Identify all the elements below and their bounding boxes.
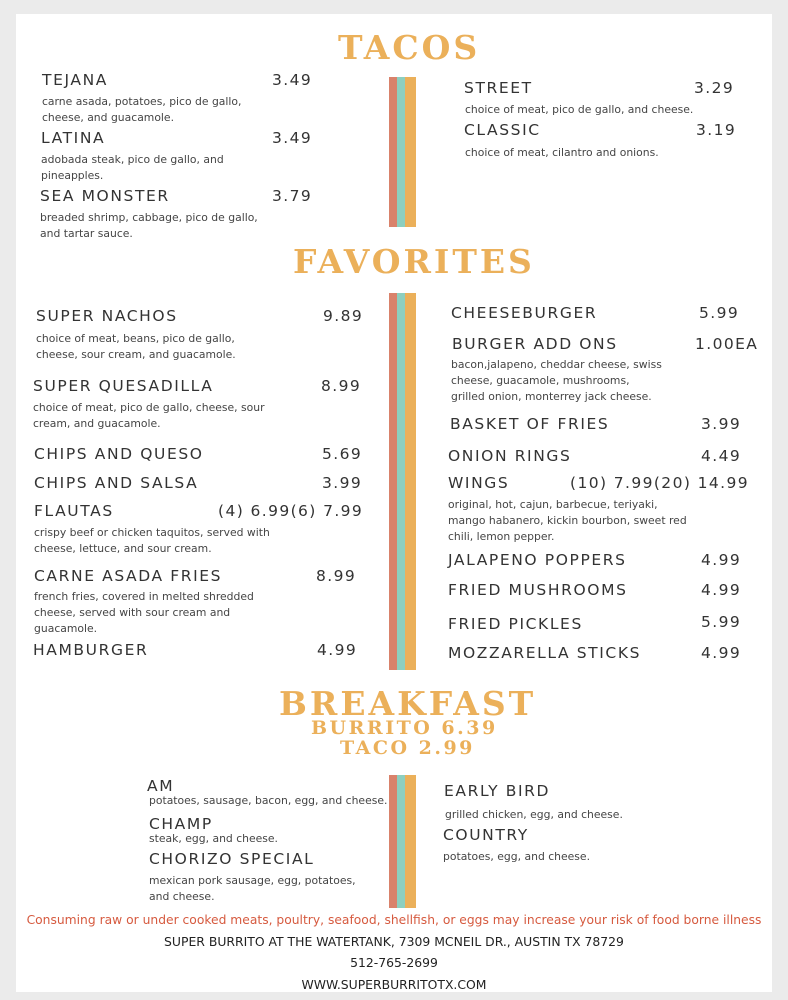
menu-item-price: 3.49 bbox=[272, 71, 313, 89]
menu-item-desc: choice of meat, cilantro and onions. bbox=[465, 146, 659, 159]
menu-item-desc: original, hot, cajun, barbecue, teriyaki, mango habanero, kickin bourbon, sweet red chili, lemon pepper. bbox=[448, 498, 687, 543]
menu-item-name: CHORIZO SPECIAL bbox=[149, 850, 315, 868]
menu-item-price: (4) 6.99(6) 7.99 bbox=[218, 502, 364, 520]
menu-item-name: WINGS bbox=[448, 474, 510, 492]
menu-item-name: SUPER QUESADILLA bbox=[33, 377, 214, 395]
tacos-heading: TACOS bbox=[338, 28, 481, 67]
menu-item-price: 1.00EA bbox=[695, 335, 759, 353]
menu-item-desc: french fries, covered in melted shredded cheese, served with sour cream and guacamole. bbox=[34, 590, 254, 635]
menu-item-desc: adobada steak, pico de gallo, and pineapples. bbox=[41, 153, 224, 182]
menu-item-name: HAMBURGER bbox=[33, 641, 149, 659]
menu-item-price: 3.29 bbox=[694, 79, 735, 97]
menu-item-name: BASKET OF FRIES bbox=[450, 415, 610, 433]
menu-item-price: 5.99 bbox=[701, 613, 742, 631]
menu-item-name: CHAMP bbox=[149, 815, 213, 833]
menu-item-name: JALAPENO POPPERS bbox=[448, 551, 627, 569]
divider-stripes bbox=[389, 775, 416, 908]
menu-item-name: CARNE ASADA FRIES bbox=[34, 567, 223, 585]
menu-item-desc: bacon,jalapeno, cheddar cheese, swiss cheese, guacamole, mushrooms, grilled onion, monterrey jack cheese. bbox=[451, 358, 662, 403]
menu-item-price: 3.49 bbox=[272, 129, 313, 147]
phone-number[interactable]: 512-765-2699 bbox=[350, 955, 438, 970]
menu-item-desc: mexican pork sausage, egg, potatoes, and cheese. bbox=[149, 874, 356, 903]
menu-item-price: 5.99 bbox=[699, 304, 740, 322]
menu-item-price: 4.99 bbox=[317, 641, 358, 659]
menu-item-name: MOZZARELLA STICKS bbox=[448, 644, 642, 662]
menu-item-price: 3.99 bbox=[322, 474, 363, 492]
burrito-price-heading: BURRITO 6.39 bbox=[311, 717, 498, 739]
menu-item-price: 3.99 bbox=[701, 415, 742, 433]
menu-item-name: FRIED MUSHROOMS bbox=[448, 581, 628, 599]
menu-item-name: CHIPS AND SALSA bbox=[34, 474, 199, 492]
taco-price-heading: TACO 2.99 bbox=[340, 737, 475, 759]
website-link[interactable]: WWW.SUPERBURRITOTX.COM bbox=[301, 977, 487, 992]
menu-item-price: 8.99 bbox=[316, 567, 357, 585]
menu-item-desc: breaded shrimp, cabbage, pico de gallo, and tartar sauce. bbox=[40, 211, 258, 240]
menu-item-name: FLAUTAS bbox=[34, 502, 114, 520]
menu-item-name: SEA MONSTER bbox=[40, 187, 170, 205]
menu-item-price: 5.69 bbox=[322, 445, 363, 463]
menu-item-price: 4.99 bbox=[701, 551, 742, 569]
menu-item-name: CHIPS AND QUESO bbox=[34, 445, 204, 463]
divider-stripes bbox=[389, 293, 416, 670]
menu-item-desc: potatoes, egg, and cheese. bbox=[443, 850, 591, 863]
menu-item-name: CLASSIC bbox=[464, 121, 541, 139]
menu-item-desc: potatoes, sausage, bacon, egg, and cheese. bbox=[149, 794, 388, 807]
menu-item-desc: steak, egg, and cheese. bbox=[149, 832, 278, 845]
menu-item-desc: choice of meat, beans, pico de gallo, cheese, sour cream, and guacamole. bbox=[36, 332, 236, 361]
menu-item-desc: choice of meat, pico de gallo, cheese, sour cream, and guacamole. bbox=[33, 401, 265, 430]
menu-item-name: LATINA bbox=[41, 129, 106, 147]
menu-item-desc: choice of meat, pico de gallo, and cheese. bbox=[465, 103, 694, 116]
menu-item-name: AM bbox=[147, 777, 175, 795]
menu-item-name: STREET bbox=[464, 79, 533, 97]
menu-item-name: SUPER NACHOS bbox=[36, 307, 178, 325]
menu-item-price: (10) 7.99(20) 14.99 bbox=[570, 474, 749, 492]
breakfast-heading: BREAKFAST bbox=[279, 684, 537, 723]
menu-item-name: BURGER ADD ONS bbox=[452, 335, 618, 353]
favorites-heading: FAVORITES bbox=[293, 242, 535, 281]
menu-item-price: 4.99 bbox=[701, 581, 742, 599]
menu-item-name: EARLY BIRD bbox=[444, 782, 551, 800]
menu-item-name: ONION RINGS bbox=[448, 447, 572, 465]
menu-item-price: 9.89 bbox=[323, 307, 364, 325]
menu-item-price: 4.99 bbox=[701, 644, 742, 662]
menu-item-name: FRIED PICKLES bbox=[448, 615, 583, 633]
menu-item-price: 4.49 bbox=[701, 447, 742, 465]
menu-item-desc: carne asada, potatoes, pico de gallo, cheese, and guacamole. bbox=[42, 95, 242, 124]
menu-item-name: COUNTRY bbox=[443, 826, 529, 844]
menu-item-name: TEJANA bbox=[42, 71, 108, 89]
menu-item-price: 8.99 bbox=[321, 377, 362, 395]
menu-item-desc: grilled chicken, egg, and cheese. bbox=[445, 808, 623, 821]
divider-stripes bbox=[389, 77, 416, 227]
menu-item-price: 3.19 bbox=[696, 121, 737, 139]
health-warning: Consuming raw or under cooked meats, poultry, seafood, shellfish, or eggs may increase your risk of food borne illness bbox=[26, 913, 762, 927]
address: SUPER BURRITO AT THE WATERTANK, 7309 MCNEIL DR., AUSTIN TX 78729 bbox=[164, 934, 624, 949]
menu-item-desc: crispy beef or chicken taquitos, served with cheese, lettuce, and sour cream. bbox=[34, 526, 270, 555]
menu-item-price: 3.79 bbox=[272, 187, 313, 205]
menu-item-name: CHEESEBURGER bbox=[451, 304, 598, 322]
